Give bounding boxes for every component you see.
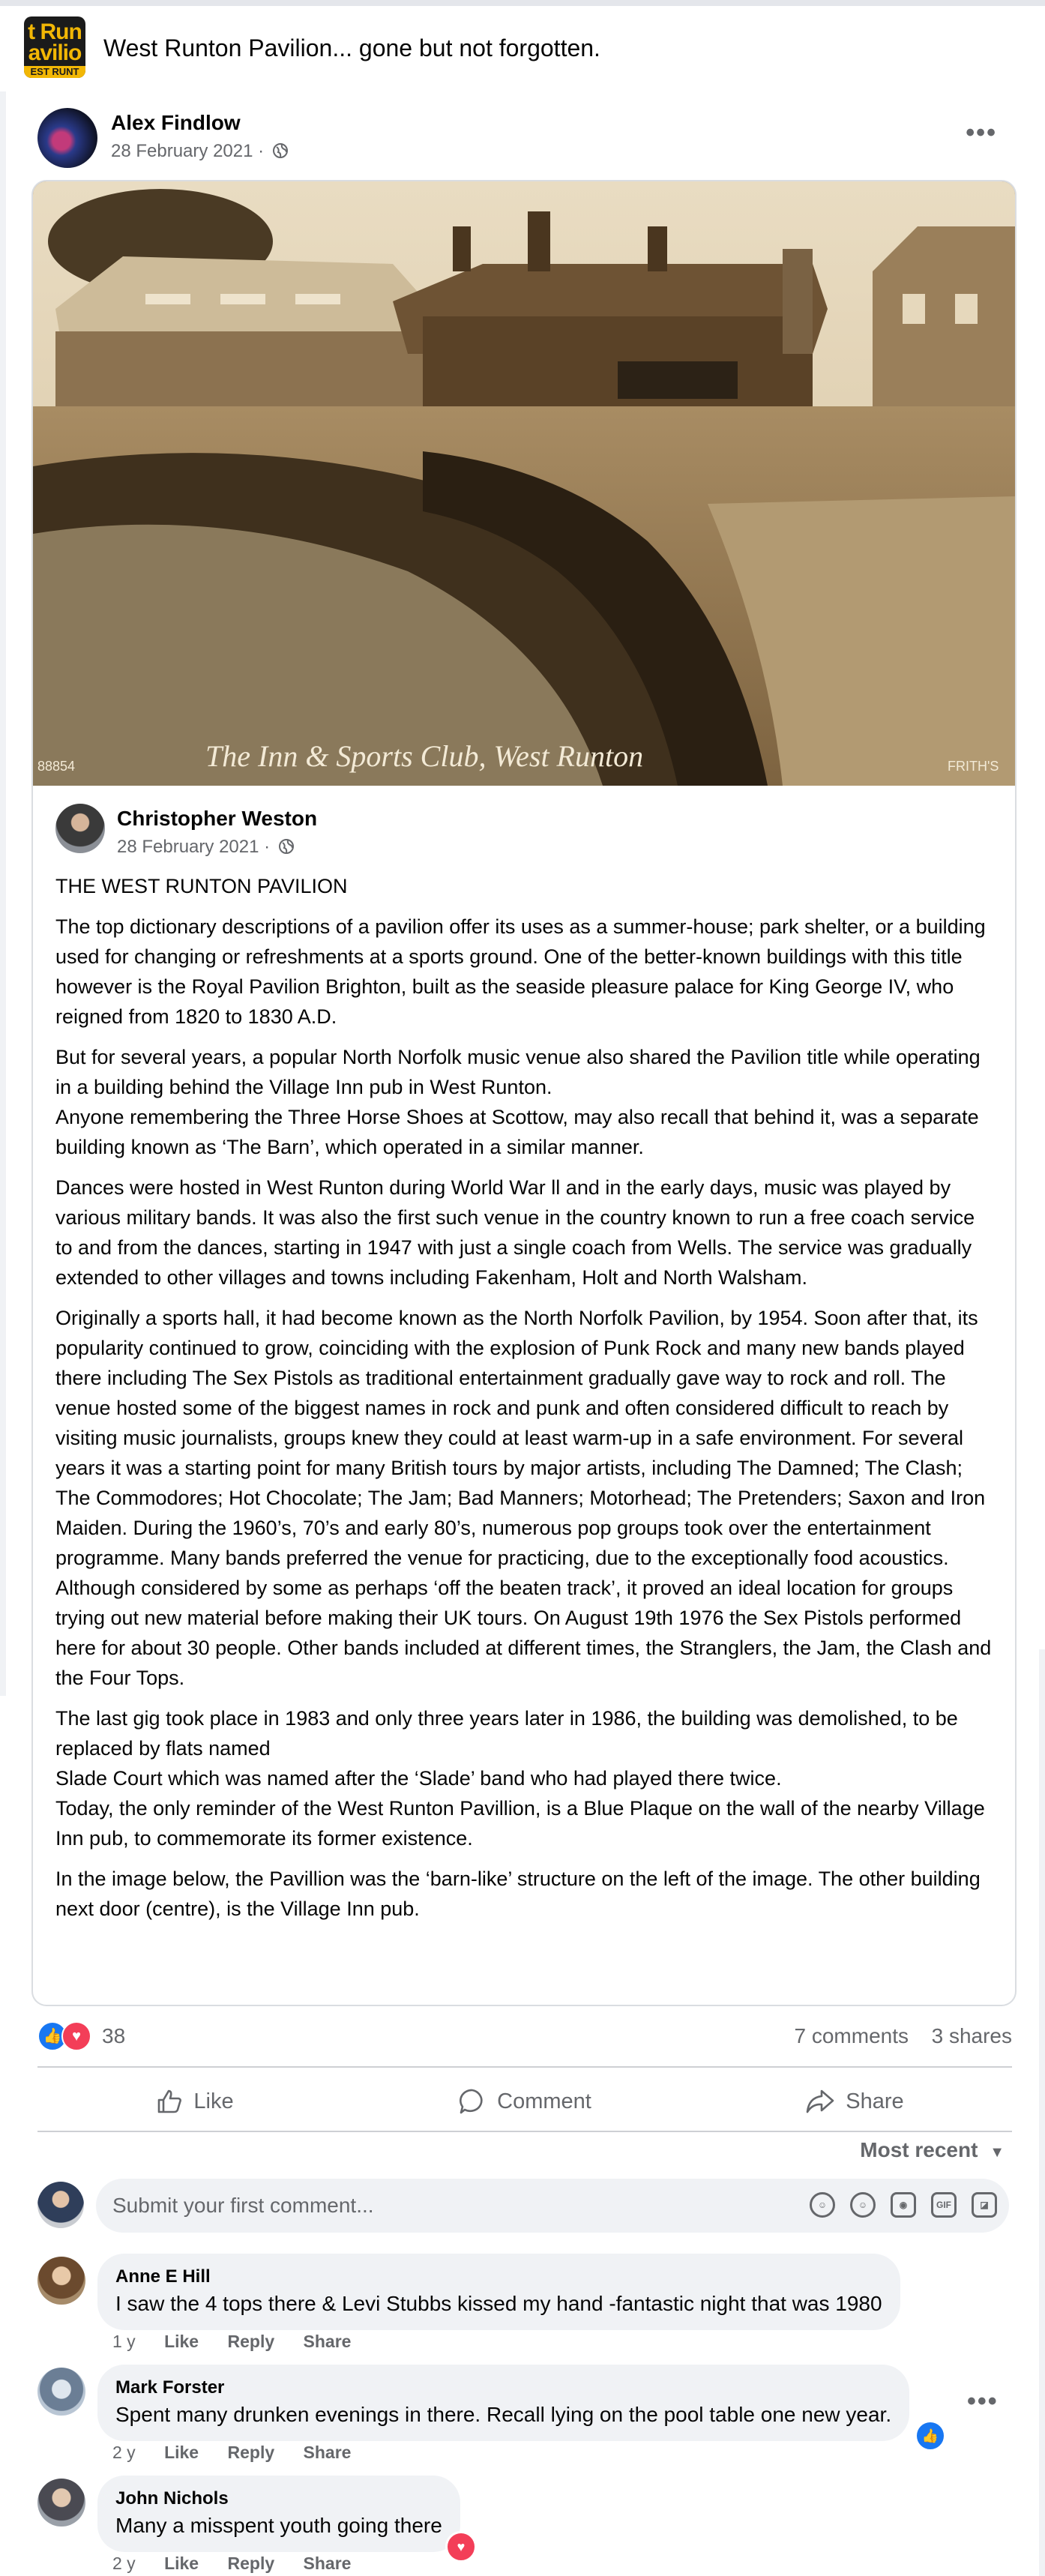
globe-icon [272,142,289,159]
comment-reply-button[interactable]: Reply [227,2554,275,2573]
comment-actions [112,2443,375,2463]
avatar-sticker-icon[interactable]: ☺ [810,2192,835,2218]
reactions-count[interactable]: 38 [102,2024,126,2047]
comment-text: Spent many drunken evenings in there. Recall lying on the pool table one new year. [115,2403,892,2426]
photo-number: 88854 [37,759,76,774]
sort-label: Most recent [860,2138,978,2161]
camera-icon[interactable]: ◉ [891,2192,916,2218]
composer-icons [810,2192,997,2218]
comment-bubble [97,2365,909,2441]
shared-post-timestamp[interactable] [117,837,295,858]
post-date: 28 February 2021 · [111,141,265,161]
avatar[interactable] [37,2257,85,2305]
comment-actions [112,2332,375,2352]
actions-divider-top [37,2066,1012,2068]
post-photo[interactable] [33,181,1015,786]
comment-input[interactable] [96,2179,1009,2233]
comment-menu-button[interactable]: ••• [967,2387,999,2416]
comment-like-button[interactable]: Like [164,2554,199,2573]
emoji-icon[interactable]: ☺ [850,2192,876,2218]
post-author-name[interactable]: Alex Findlow [111,111,241,134]
comments-count[interactable]: 7 comments [794,2024,909,2047]
gif-icon[interactable]: GIF [931,2192,957,2218]
like-button[interactable] [37,2075,352,2128]
avatar[interactable] [55,804,105,853]
post-actions [37,2075,1012,2128]
shared-post-header [55,804,955,864]
article-paragraph: The last gig took place in 1983 and only three years later in 1986, the building was demolished, to be replaced by flats named Slade Court which was named after the ‘Slade’ band who had played there twice. Today, the only reminder of the West Runton Pavillion, is a Blue Plaque on the wall of the nearby Village Inn pub, to commemorate its former existence. [55,1707,985,1850]
comment-love-reaction-icon[interactable]: ♥ [445,2531,477,2563]
shared-post-date: 28 February 2021 · [117,837,271,857]
avatar[interactable] [37,108,97,168]
comment-button-label: Comment [497,2089,591,2113]
article-paragraph: In the image below, the Pavillion was the ‘barn-like’ structure on the left of the image. The other building next door (centre), is the Village Inn pub. [55,1868,981,1920]
article-paragraph: Originally a sports hall, it had become known as the North Norfolk Pavilion, by 1954. Soon after that, its popularity continued to grow, coinciding with the explosion of Punk Rock and many new bands played there including The Sex Pistols as traditional entertainment gradually gave way to rock and roll. The venue hosted some of the biggest names in rock and punk and often considered difficult to reach by visiting music journalists, groups knew they could at least warm-up in a safe environment. For several years it was a starting point for many British tours by major artists, including The Damned; The Clash; The Commodores; Hot Chocolate; The Jam; Bad Manners; Motorhead; The Pretenders; Saxon and Iron Maiden. During the 1960’s, 70’s and early 80’s, numerous pop groups took over the entertainment programme. Many bands preferred the venue for practicing, due to the exceptionally food acoustics. Although considered by some as perhaps ‘off the beaten track’, it proved an ideal location for groups trying out new material before making their UK tours. On August 19th 1976 the Sex Pistols performed here for about 30 people. Other bands included at different times, the Stranglers, the Jam, the Clash and the Four Tops. [55,1307,992,1689]
love-reaction-icon[interactable]: ♥ [61,2021,91,2051]
comment-bubble [97,2476,460,2552]
comment-sort-dropdown[interactable] [860,2138,1005,2162]
comment-bubble-icon [458,2087,487,2116]
comment-like-reaction-icon[interactable]: 👍 [915,2420,946,2452]
comment-text: I saw the 4 tops there & Levi Stubbs kissed my hand -fantastic night that was 1980 [115,2292,882,2315]
post-header [37,105,1012,172]
comment-like-button[interactable]: Like [164,2443,199,2462]
group-logo[interactable] [24,16,85,78]
share-button[interactable] [697,2075,1012,2128]
comment-time[interactable]: 1 y [112,2332,136,2351]
comment-time[interactable]: 2 y [112,2554,136,2573]
shared-author-name[interactable]: Christopher Weston [117,807,318,830]
like-button-label: Like [193,2089,234,2113]
share-arrow-icon [805,2088,835,2115]
avatar[interactable] [37,2368,85,2416]
comment-share-button[interactable]: Share [303,2332,352,2351]
comment-like-button[interactable]: Like [164,2332,199,2351]
globe-icon [278,838,295,855]
like-reaction-icon[interactable]: 👍 [37,2021,67,2051]
comment-text: Many a misspent youth going there [115,2514,442,2537]
comment-author[interactable]: Mark Forster [115,2377,225,2398]
group-header [0,6,1045,90]
shared-post-text [55,871,993,1934]
comment-reply-button[interactable]: Reply [227,2443,275,2462]
post-menu-button[interactable]: ••• [966,118,997,147]
photo-caption: The Inn & Sports Club, West Runton [205,739,644,773]
comment-time[interactable]: 2 y [112,2443,136,2462]
avatar[interactable] [37,2182,84,2228]
reactions-summary [37,2017,1012,2054]
group-logo-line1: t Run [28,19,82,44]
top-divider [0,0,1045,6]
article-paragraph: Dances were hosted in West Runton during World War ll and in the early days, music was played by various military bands. It was also the first such venue in the country known to run a free coach service to and from the dances, starting in 1947 with just a single coach from Wells. The service was gradually extended to other villages and towns including Fakenham, Holt and North Walsham. [55,1176,975,1289]
shared-post-card[interactable] [31,180,1017,2006]
share-button-label: Share [846,2089,904,2113]
comment-author[interactable]: John Nichols [115,2488,229,2509]
avatar[interactable] [37,2479,85,2527]
actions-divider-bottom [37,2131,1012,2132]
caret-down-icon: ▼ [990,2144,1005,2161]
article-paragraph: The top dictionary descriptions of a pavilion offer its uses as a summer-house; park shelter, or a building used for changing or refreshments at a sports ground. One of the better-known buildings with this title however is the Royal Pavilion Brighton, built as the seaside pleasure palace for King George IV, who reigned from 1820 to 1830 A.D. [55,915,986,1028]
comment-actions [112,2554,375,2574]
group-logo-line3: EST RUNT [24,66,85,78]
thumbs-up-icon [156,2088,183,2115]
group-title[interactable]: West Runton Pavilion... gone but not forgotten. [103,34,600,61]
group-logo-line2: avilio [28,40,82,65]
comment-button[interactable] [367,2075,682,2128]
feed-gutter-right [1039,1649,1045,2576]
comment-author[interactable]: Anne E Hill [115,2266,211,2287]
comment-share-button[interactable]: Share [303,2443,352,2462]
comment-input-placeholder: Submit your first comment... [112,2194,374,2217]
post-timestamp[interactable] [111,141,289,162]
comment-bubble [97,2254,900,2330]
photo-publisher: FRITH'S [948,759,999,774]
comment-share-button[interactable]: Share [303,2554,352,2573]
article-heading: THE WEST RUNTON PAVILION [55,875,348,897]
shares-count[interactable]: 3 shares [931,2024,1012,2047]
article-paragraph: But for several years, a popular North Norfolk music venue also shared the Pavilion title while operating in a building behind the Village Inn pub in West Runton. Anyone remembering the Three Horse Shoes at Scottow, may also recall that behind it, was a separate building known as ‘The Barn’, which operated in a similar manner. [55,1046,981,1158]
feed-gutter [0,91,6,1696]
comment-reply-button[interactable]: Reply [227,2332,275,2351]
sticker-icon[interactable]: ◪ [972,2192,997,2218]
sepia-photo-illustration [33,181,1015,786]
